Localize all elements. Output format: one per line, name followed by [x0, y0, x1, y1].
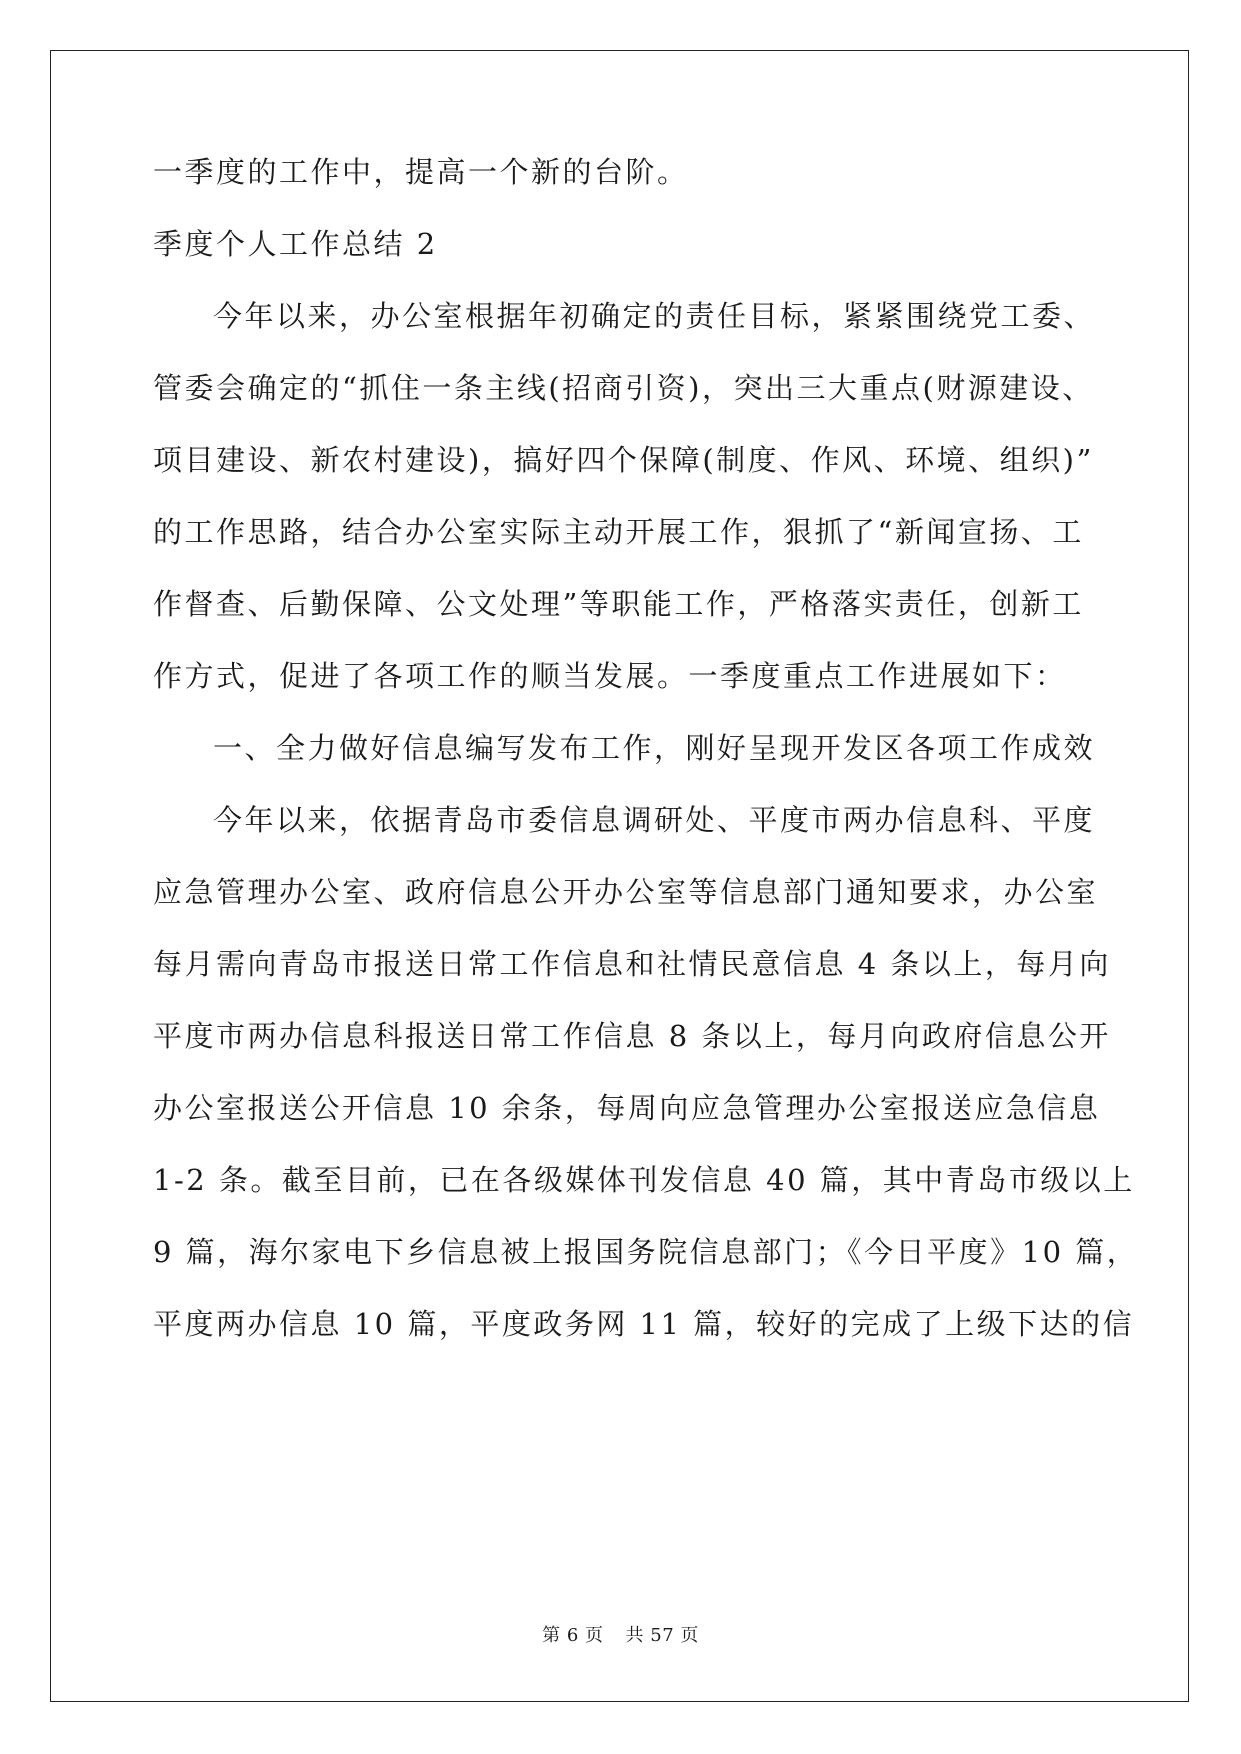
text-line-11: 应急管理办公室、政府信息公开办公室等信息部门通知要求，办公室	[153, 875, 1099, 909]
text-line-16: 9 篇，海尔家电下乡信息被上报国务院信息部门；《今日平度》10 篇，	[153, 1235, 1139, 1269]
text-line-7: 作督查、后勤保障、公文处理”等职能工作，严格落实责任，创新工	[153, 587, 1084, 621]
text-line-6: 的工作思路，结合办公室实际主动开展工作，狠抓了“新闻宣扬、工	[153, 515, 1084, 549]
text-line-12: 每月需向青岛市报送日常工作信息和社情民意信息 4 条以上，每月向	[153, 947, 1111, 981]
section-heading: 季度个人工作总结 2	[153, 227, 438, 261]
text-line-3: 今年以来，办公室根据年初确定的责任目标，紧紧围绕党工委、	[213, 299, 1096, 333]
page-number: 第 6 页	[542, 1625, 604, 1646]
text-line-17: 平度两办信息 10 篇，平度政务网 11 篇，较好的完成了上级下达的信	[153, 1307, 1135, 1341]
text-line-4: 管委会确定的“抓住一条主线(招商引资)，突出三大重点(财源建设、	[153, 371, 1094, 405]
text-line-8: 作方式，促进了各项工作的顺当发展。一季度重点工作进展如下：	[153, 659, 1067, 693]
page-total: 共 57 页	[625, 1625, 699, 1646]
text-line-14: 办公室报送公开信息 10 余条，每周向应急管理办公室报送应急信息	[153, 1091, 1101, 1125]
text-line-15: 1-2 条。截至目前，已在各级媒体刊发信息 40 篇，其中青岛市级以上	[153, 1163, 1135, 1197]
text-line-13: 平度市两办信息科报送日常工作信息 8 条以上，每月向政府信息公开	[153, 1019, 1111, 1053]
text-line-1: 一季度的工作中，提高一个新的台阶。	[153, 155, 689, 189]
page-footer	[0, 1625, 1241, 1647]
text-line-10: 今年以来，依据青岛市委信息调研处、平度市两办信息科、平度	[213, 803, 1096, 837]
text-line-5: 项目建设、新农村建设)，搞好四个保障(制度、作风、环境、组织)”	[153, 443, 1094, 477]
subsection-heading: 一、全力做好信息编写发布工作，刚好呈现开发区各项工作成效	[213, 731, 1096, 765]
